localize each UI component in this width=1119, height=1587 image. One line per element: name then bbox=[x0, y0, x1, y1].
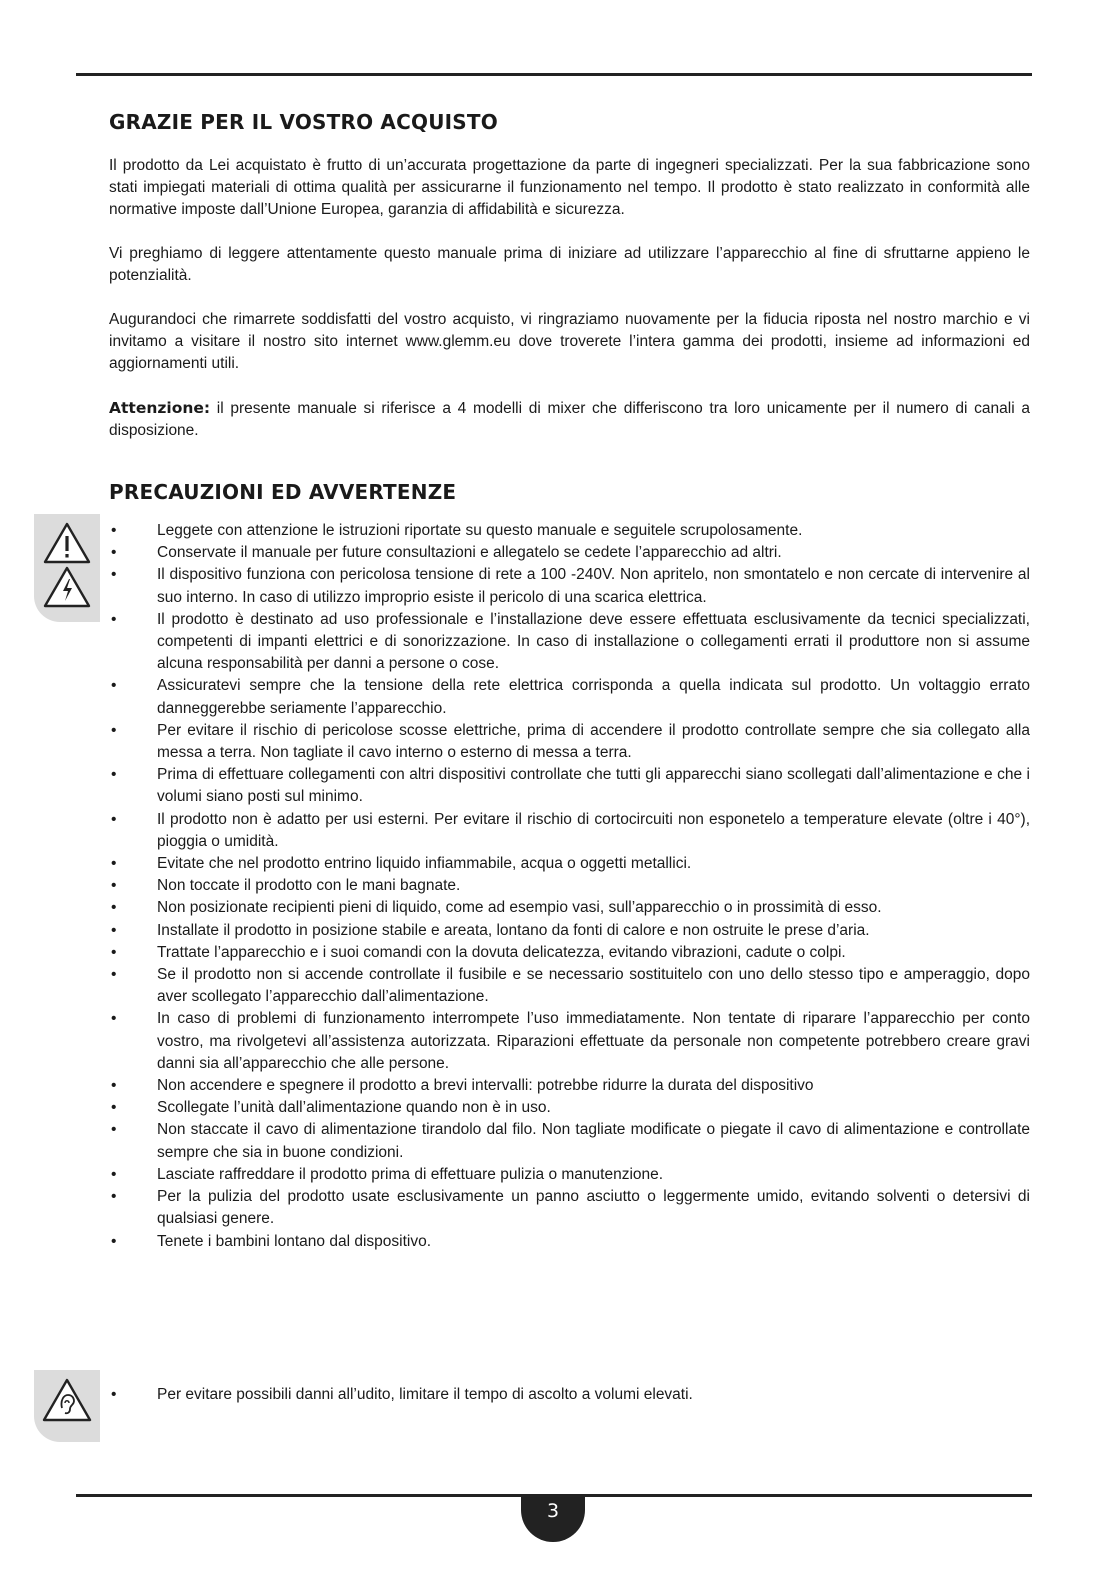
hearing-icon-panel bbox=[34, 1370, 100, 1442]
list-item: • Trattate l’apparecchio e i suoi comandi con la dovuta delicatezza, evitando vibrazioni, cadute o colpi. bbox=[109, 942, 1030, 964]
top-rule bbox=[76, 73, 1032, 76]
list-item: • Il prodotto è destinato ad uso professionale e l’installazione deve essere effettuata esclusivamente da tecnici specializzati, competenti di impanti elettrici e di sonorizzazione. In caso di installazione o collegamenti errati il produttore non si assume alcuna responsabilità per danni a persone o cose. bbox=[109, 609, 1030, 676]
list-item: • Per la pulizia del prodotto usate esclusivamente un panno asciutto o leggermente umido, evitando solventi o detersivi di qualsiasi genere. bbox=[109, 1186, 1030, 1230]
list-item: • Lasciate raffreddare il prodotto prima di effettuare pulizia o manutenzione. bbox=[109, 1164, 1030, 1186]
attention-note bbox=[109, 397, 1030, 442]
section-title-precauzioni: PRECAUZIONI ED AVVERTENZE bbox=[109, 480, 457, 504]
list-item: • Prima di effettuare collegamenti con altri dispositivi controllate che tutti gli apparecchi siano scollegati dall’alimentazione e che i volumi siano posti sul minimo. bbox=[109, 764, 1030, 808]
list-item: • Leggete con attenzione le istruzioni riportate su questo manuale e seguitele scrupolosamente. bbox=[109, 520, 1030, 542]
list-item: • In caso di problemi di funzionamento interrompete l’uso immediatamente. Non tentate di riparare l’apparecchio per conto vostro, ma rivolgetevi all’assistenza autorizzata. Riparazioni effettuate da personale non competente potrebbero creare gravi danni sia all’apparecchio che alle persone. bbox=[109, 1008, 1030, 1075]
precautions-list bbox=[109, 520, 1030, 1253]
page-number: 3 bbox=[521, 1494, 585, 1542]
list-item: • Se il prodotto non si accende controllate il fusibile e se necessario sostituitelo con uno dello stesso tipo e amperaggio, dopo aver scollegato l’apparecchio dall’alimentazione. bbox=[109, 964, 1030, 1008]
attention-label: Attenzione: bbox=[109, 399, 211, 417]
list-item: • Per evitare il rischio di pericolose scosse elettriche, prima di accendere il prodotto controllate sempre che sia collegato alla messa a terra. Non tagliate il cavo interno o esterno di messa a terra. bbox=[109, 720, 1030, 764]
intro-paragraph: Augurandoci che rimarrete soddisfatti del vostro acquisto, vi ringraziamo nuovamente per la fiducia riposta nel nostro marchio e vi invitamo a visitare il nostro sito internet www.glemm.eu dove troverete l’intera gamma dei prodotti, insieme ad informazioni ed aggiornamenti utili. bbox=[109, 311, 1030, 372]
list-item: • Non staccate il cavo di alimentazione tirandolo dal filo. Non tagliate modificate o piegate il cavo di alimentazione e controllate sempre che sia in buone condizioni. bbox=[109, 1119, 1030, 1163]
list-item: • Non accendere e spegnere il prodotto a brevi intervalli: potrebbe ridurre la durata del dispositivo bbox=[109, 1075, 1030, 1097]
intro-section bbox=[109, 110, 1030, 442]
page-content bbox=[109, 110, 1030, 1253]
section-title-grazie: GRAZIE PER IL VOSTRO ACQUISTO bbox=[109, 110, 498, 134]
list-item: • Non posizionate recipienti pieni di liquido, come ad esempio vasi, sull’apparecchio o in prossimità di esso. bbox=[109, 897, 1030, 919]
intro-paragraph: Vi preghiamo di leggere attentamente questo manuale prima di iniziare ad utilizzare l’apparecchio al fine di sfruttarne appieno le potenzialità. bbox=[109, 245, 1030, 284]
precautions-section bbox=[109, 480, 1030, 1253]
list-item: • Conservate il manuale per future consultazioni e allegatelo se cedete l’apparecchio ad altri. bbox=[109, 542, 1030, 564]
list-item: • Assicuratevi sempre che la tensione della rete elettrica corrisponda a quella indicata sul prodotto. Un voltaggio errato danneggerebbe seriamente l’apparecchio. bbox=[109, 675, 1030, 719]
list-item: • Il prodotto non è adatto per usi esterni. Per evitare il rischio di cortocircuiti non esponetelo a temperature elevate (oltre i 40°), pioggia o umidità. bbox=[109, 809, 1030, 853]
attention-text: il presente manuale si riferisce a 4 modelli di mixer che differiscono tra loro unicamente per il numero di canali a disposizione. bbox=[109, 400, 1030, 439]
warning-exclamation-icon bbox=[45, 524, 89, 562]
list-item: • Non toccate il prodotto con le mani bagnate. bbox=[109, 875, 1030, 897]
hearing-hazard-icon bbox=[44, 1380, 90, 1420]
electric-hazard-icon bbox=[45, 568, 89, 606]
hearing-warning bbox=[109, 1384, 1030, 1406]
list-item: • Scollegate l’unità dall’alimentazione quando non è in uso. bbox=[109, 1097, 1030, 1119]
warning-icons-panel bbox=[34, 514, 100, 622]
intro-paragraph: Il prodotto da Lei acquistato è frutto di un’accurata progettazione da parte di ingegneri specializzati. Per la sua fabbricazione sono stati impiegati materiali di ottima qualità per assicurarne il funzionamento nel tempo. Il prodotto è stato realizzato in conformità alle normative imposte dall’Unione Europea, garanzia di affidabilità e sicurezza. bbox=[109, 157, 1030, 218]
list-item: • Installate il prodotto in posizione stabile e areata, lontano da fonti di calore e non ostruite le prese d’aria. bbox=[109, 920, 1030, 942]
list-item: • Evitate che nel prodotto entrino liquido infiammabile, acqua o oggetti metallici. bbox=[109, 853, 1030, 875]
list-item: • Il dispositivo funziona con pericolosa tensione di rete a 100 -240V. Non apritelo, non smontatelo e non cercate di intervenire al suo interno. In caso di utilizzo improprio esiste il pericolo di una scarica elettrica. bbox=[109, 564, 1030, 608]
list-item-hearing: • Per evitare possibili danni all’udito, limitare il tempo di ascolto a volumi elevati. bbox=[109, 1384, 1030, 1406]
hearing-list bbox=[109, 1384, 1030, 1406]
list-item: • Tenete i bambini lontano dal dispositivo. bbox=[109, 1231, 1030, 1253]
